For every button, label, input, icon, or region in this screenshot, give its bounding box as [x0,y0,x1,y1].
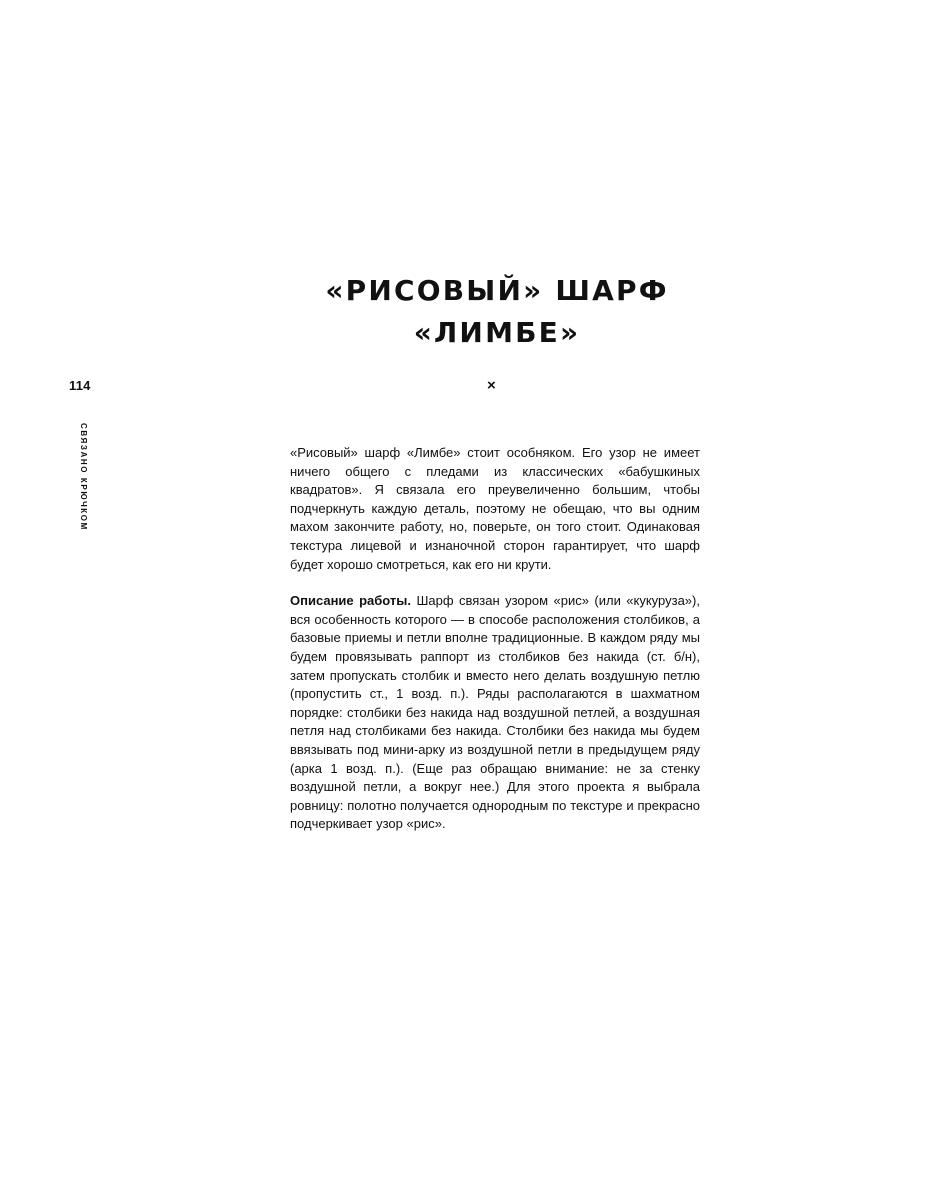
page-number: 114 [69,378,91,393]
title-line-2: «ЛИМБЕ» [413,316,581,349]
article-body [290,444,700,852]
description-paragraph [290,592,700,834]
intro-paragraph: «Рисовый» шарф «Лимбе» стоит особняком. Его узор не имеет ничего общего с пледами из классических «бабушкиных квадратов». Я связала его преувеличенно большим, чтобы подчеркнуть каждую деталь, поэтому не обещаю, что вы одним махом закончите работу, но, поверьте, он того стоит. Одинаковая текстура лицевой и изнаночной сторон гарантирует, что шарф будет хорошо смотреться, как его ни крути. [290,445,700,572]
page-title [0,270,937,354]
title-line-1: «РИСОВЫЙ» ШАРФ [325,274,669,307]
description-text: Шарф связан узором «рис» (или «кукуруза»), вся особенность которого — в способе расположения столбиков, а базовые приемы и петли вполне традиционные. В каждом ряду мы будем провязывать раппорт из столбиков без накида (ст. б/н), затем пропускать столбик и вместо него делать воздушную петлю (пропустить ст., 1 возд. п.). Ряды располагаются в шахматном порядке: столбики без накида над воздушной петлей, а воздушная петля над столбиками без накида. Столбики без накида мы будем ввязывать под мини-арку из воздушной петли в предыдущем ряду (арка 1 возд. п.). (Еще раз обращаю внимание: не за стенку воздушной петли, а вокруг нее.) Для этого проекта я выбрала ровницу: полотно получается однородным по текстуре и прекрасно подчеркивает узор «рис». [290,593,700,832]
cross-ornament-icon: × [487,377,496,394]
running-section-label: СВЯЗАНО КРЮЧКОМ [79,423,88,531]
description-label: Описание работы. [290,593,411,609]
